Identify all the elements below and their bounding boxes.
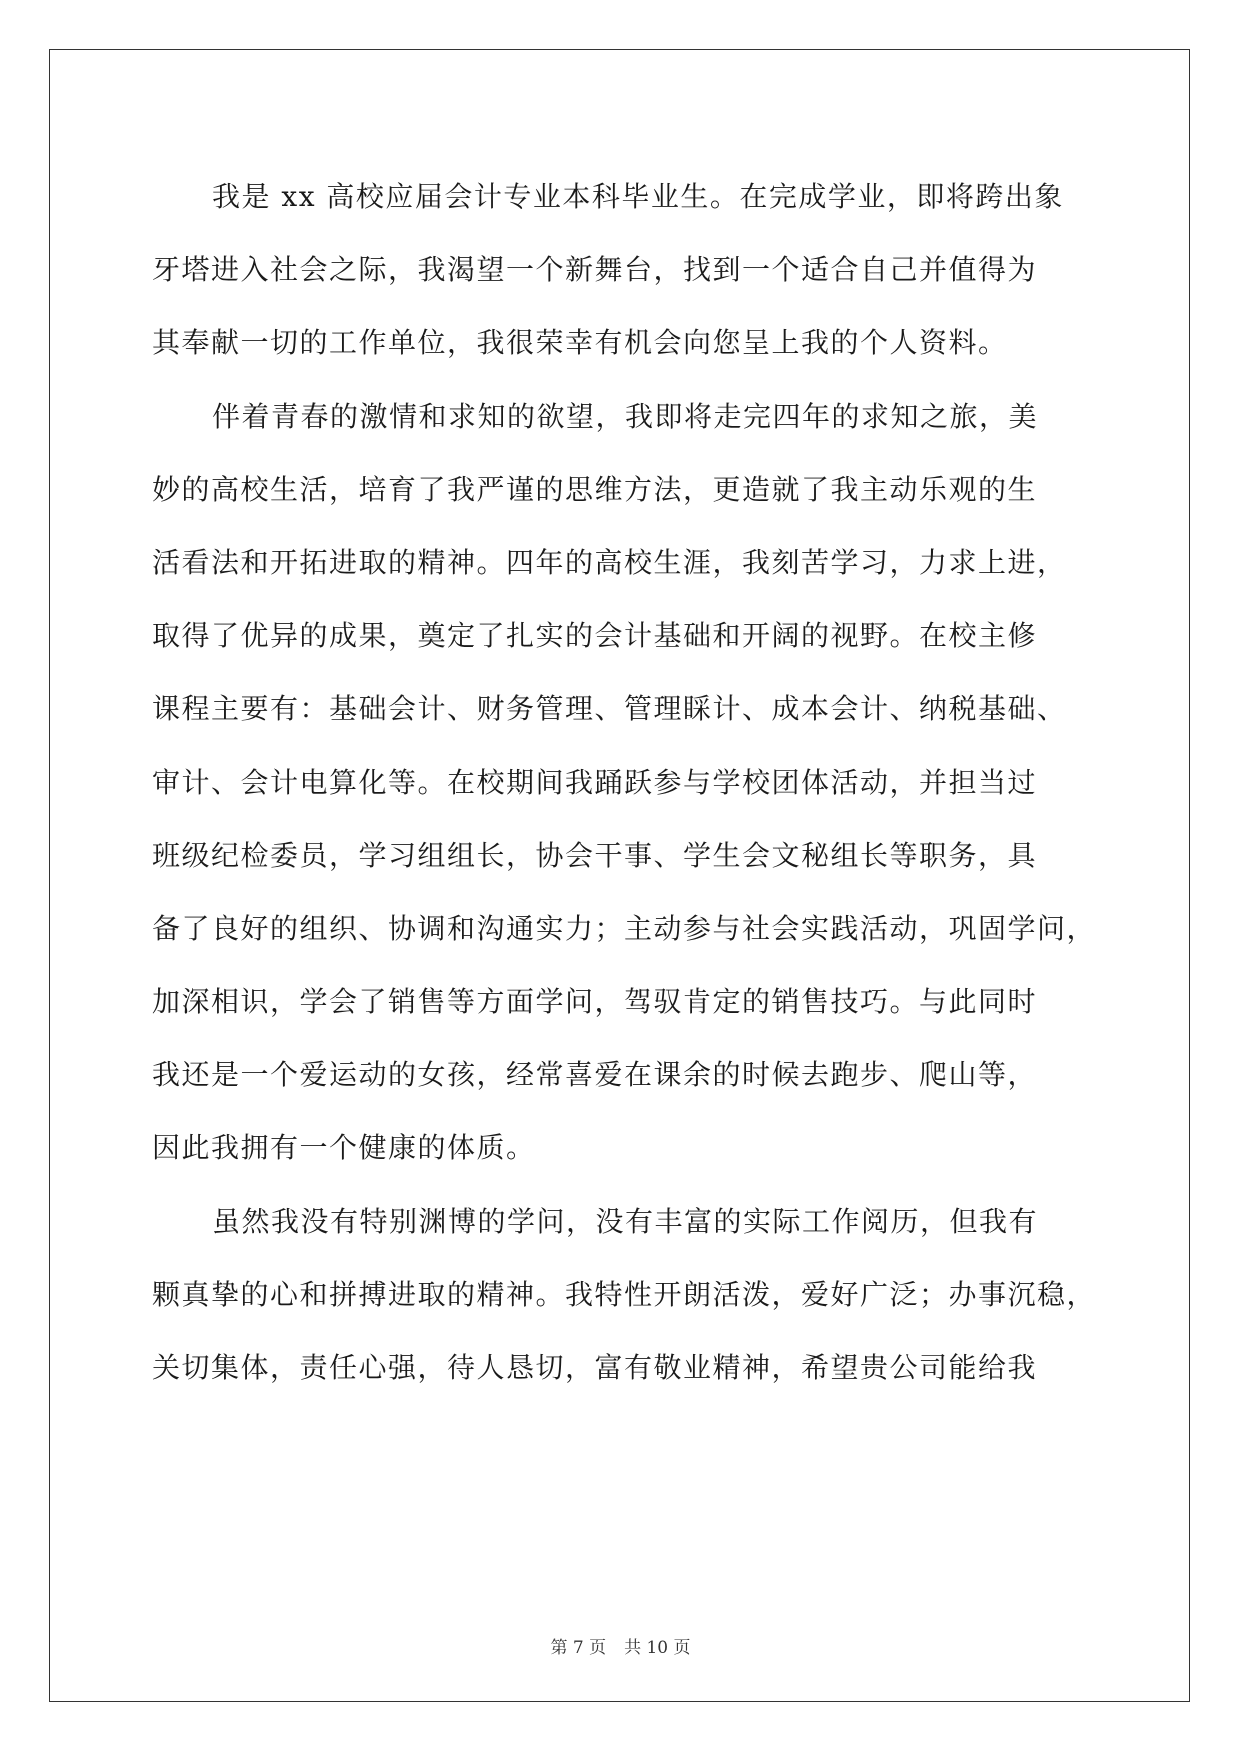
page-number: 第 7 页 <box>550 1638 607 1658</box>
paragraph-3-line-1: 虽然我没有特别渊博的学问，没有丰富的实际工作阅历，但我有 <box>212 1204 1039 1238</box>
paragraph-2-line-5: 课程主要有：基础会计、财务管理、管理睬计、成本会计、纳税基础、 <box>152 692 1067 726</box>
paragraph-1-line-1: 我是 xx 高校应届会计专业本科毕业生。在完成学业，即将跨出象 <box>212 180 1064 213</box>
page-footer <box>0 1633 1241 1658</box>
paragraph-2-line-2: 妙的高校生活，培育了我严谨的思维方法，更造就了我主动乐观的生 <box>152 472 1038 506</box>
paragraph-2-line-11: 因此我拥有一个健康的体质。 <box>152 1131 536 1165</box>
paragraph-2-line-6: 审计、会计电算化等。在校期间我踊跃参与学校团体活动，并担当过 <box>152 765 1038 799</box>
paragraph-2-line-1: 伴着青春的激情和求知的欲望，我即将走完四年的求知之旅，美 <box>212 399 1039 433</box>
page-total: 共 10 页 <box>624 1638 691 1658</box>
paragraph-3-line-3: 关切集体，责任心强，待人恳切，富有敬业精神，希望贵公司能给我 <box>152 1351 1038 1384</box>
paragraph-2-line-7: 班级纪检委员，学习组组长，协会干事、学生会文秘组长等职务，具 <box>152 838 1038 872</box>
paragraph-2-line-8: 备了良好的组织、协调和沟通实力；主动参与社会实践活动，巩固学问， <box>152 911 1097 945</box>
letter-body <box>152 160 1097 1404</box>
paragraph-2-line-3: 活看法和开拓进取的精神。四年的高校生涯，我刻苦学习，力求上进， <box>152 545 1067 579</box>
paragraph-2-line-4: 取得了优异的成果，奠定了扎实的会计基础和开阔的视野。在校主修 <box>152 619 1038 653</box>
paragraph-1-line-3: 其奉献一切的工作单位，我很荣幸有机会向您呈上我的个人资料。 <box>152 326 1008 360</box>
paragraph-1-line-2: 牙塔进入社会之际，我渴望一个新舞台，找到一个适合自己并值得为 <box>152 253 1038 287</box>
paragraph-2-line-9: 加深相识，学会了销售等方面学问，驾驭肯定的销售技巧。与此同时 <box>152 985 1038 1019</box>
paragraph-3-line-2: 颗真挚的心和拼搏进取的精神。我特性开朗活泼，爱好广泛；办事沉稳， <box>152 1277 1097 1311</box>
paragraph-2-line-10: 我还是一个爱运动的女孩，经常喜爱在课余的时候去跑步、爬山等， <box>152 1058 1038 1092</box>
